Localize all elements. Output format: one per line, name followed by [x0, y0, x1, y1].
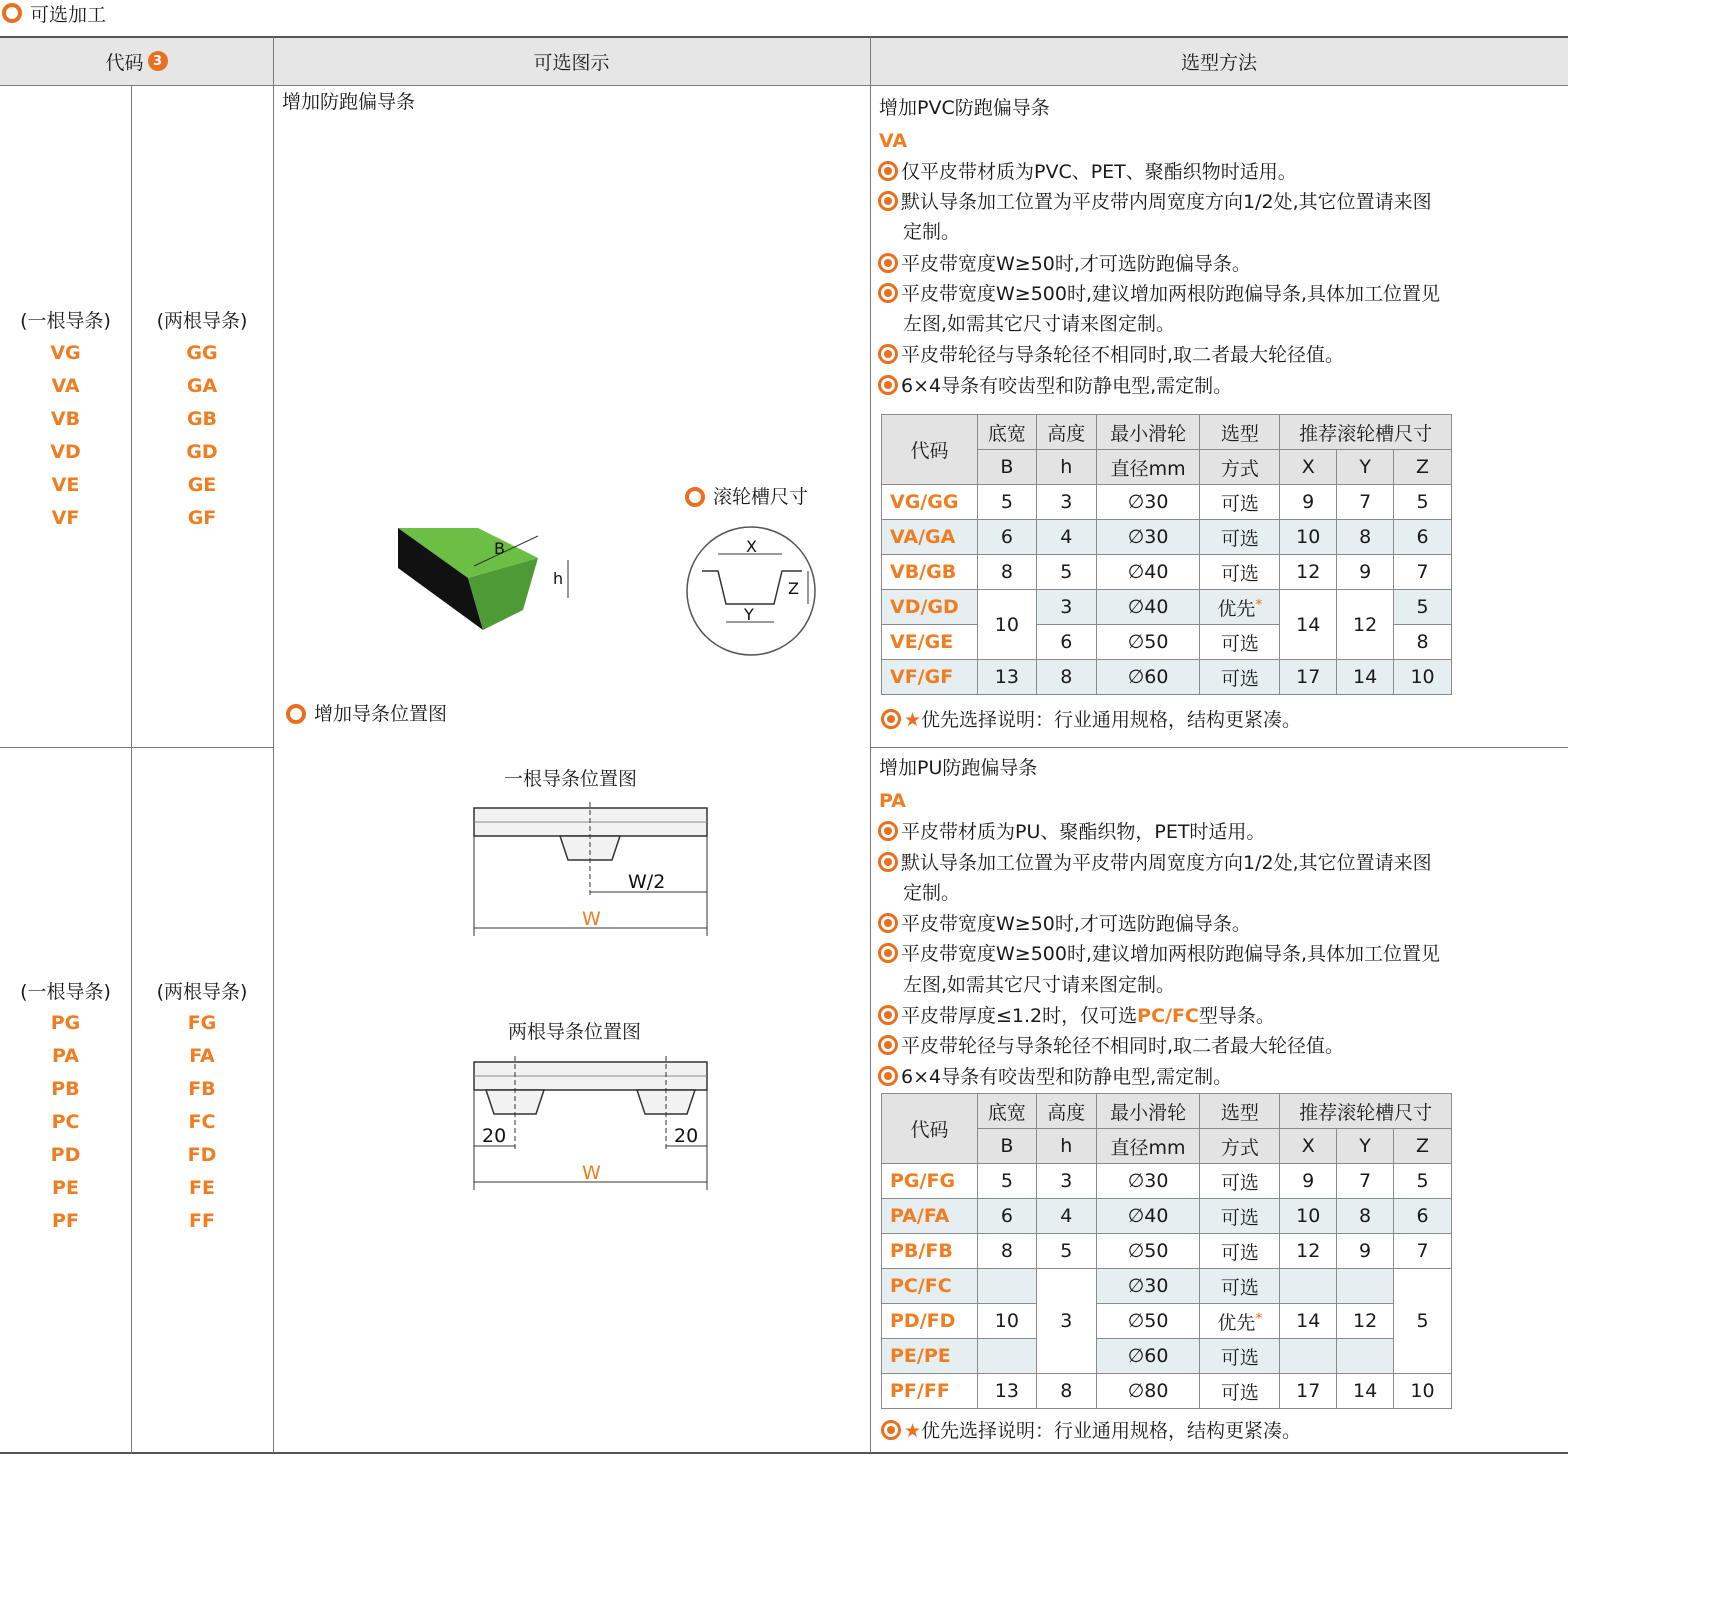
header-code: 代码 3 [0, 37, 273, 85]
th-s-sub: 方式 [1200, 450, 1280, 485]
th-y: Y [1337, 450, 1394, 485]
lower-bullet: 平皮带宽度W≥500时,建议增加两根防跑偏导条,具体加工位置见 [878, 939, 1440, 969]
table-row: PD/FD 10 ∅50 优先* 14 12 [882, 1304, 1452, 1339]
th-s: 选型 [1200, 1094, 1280, 1129]
dim-z-label: Z [788, 579, 799, 598]
lower-note: ★优先选择说明：行业通用规格，结构更紧凑。 [881, 1416, 1301, 1446]
table-row: VE/GE 6 ∅50 可选 8 [882, 625, 1452, 660]
bottom-border [0, 1452, 1568, 1454]
th-h-sub: h [1036, 1129, 1096, 1164]
target-bullet-icon [878, 943, 898, 963]
table-row: PG/FG 5 3 ∅30 可选 9 7 5 [882, 1164, 1452, 1199]
star-icon: * [1255, 1310, 1263, 1327]
header-divider [0, 85, 1568, 86]
code-item: FB [188, 1078, 216, 1100]
dim-right-label: 20 [674, 1125, 699, 1147]
th-d: 最小滑轮 [1096, 415, 1200, 450]
th-d: 最小滑轮 [1096, 1094, 1200, 1129]
dim-b-label: B [494, 539, 505, 558]
th-b-sub: B [977, 450, 1036, 485]
th-d-sub: 直径mm [1096, 450, 1200, 485]
lower-bullet: 平皮带轮径与导条轮径不相同时,取二者最大轮径值。 [878, 1031, 1344, 1061]
groove-illustration [684, 524, 818, 658]
lower-bullet: 平皮带材质为PU、聚酯织物，PET时适用。 [878, 817, 1265, 847]
star-icon: ★ [904, 709, 922, 731]
th-b: 底宽 [977, 1094, 1036, 1129]
code-item: GG [186, 342, 218, 364]
upper-bullet-cont: 左图,如需其它尺寸请来图定制。 [903, 313, 1176, 335]
table-row: PE/PE ∅60 可选 [882, 1339, 1452, 1374]
upper-bullet: 平皮带轮径与导条轮径不相同时,取二者最大轮径值。 [878, 340, 1344, 370]
lower-one-codes [0, 1007, 131, 1238]
th-s-sub: 方式 [1200, 1129, 1280, 1164]
code-item: FA [189, 1045, 215, 1067]
code-item: FC [188, 1111, 216, 1133]
section-title: 可选加工 [2, 0, 106, 26]
code-col-divider [131, 85, 132, 1453]
th-d-sub: 直径mm [1096, 1129, 1200, 1164]
th-rec: 推荐滚轮槽尺寸 [1280, 415, 1452, 450]
target-bullet-icon [878, 283, 898, 303]
lower-bullet: 6×4导条有咬齿型和防静电型,需定制。 [878, 1062, 1232, 1092]
upper-bullet: 平皮带宽度W≥50时,才可选防跑偏导条。 [878, 249, 1251, 279]
header-method: 选型方法 [1180, 51, 1257, 74]
guide-strip-illustration [390, 520, 590, 640]
target-bullet-icon [878, 1066, 898, 1086]
code-item: PF [52, 1210, 79, 1232]
target-bullet-icon [878, 191, 898, 211]
badge-icon: 3 [148, 51, 168, 71]
th-y: Y [1337, 1129, 1394, 1164]
lower-bullet-cont: 定制。 [903, 882, 961, 904]
diag2-illustration [470, 1054, 715, 1194]
table-row: VD/GD 10 3 ∅40 优先* 14 12 5 [882, 590, 1452, 625]
th-code: 代码 [882, 415, 978, 485]
diagram-title: 增加防跑偏导条 [282, 91, 416, 113]
code-item: VE [51, 474, 80, 496]
lower-bullet: 默认导条加工位置为平皮带内周宽度方向1/2处,其它位置请来图 [878, 848, 1432, 878]
lower-bullet: 平皮带宽度W≥50时,才可选防跑偏导条。 [878, 909, 1251, 939]
th-h: 高度 [1036, 415, 1096, 450]
th-h: 高度 [1036, 1094, 1096, 1129]
lower-method-title: 增加PU防跑偏导条 [879, 757, 1038, 779]
target-bullet-icon [881, 1420, 901, 1440]
target-bullet-icon [878, 1035, 898, 1055]
target-bullet-icon [878, 821, 898, 841]
code-item: VF [51, 507, 80, 529]
header-diagram: 可选图示 [533, 51, 610, 74]
target-bullet-icon [878, 852, 898, 872]
table-row: VA/GA 6 4 ∅30 可选 10 8 6 [882, 520, 1452, 555]
upper-two-codes [131, 337, 273, 535]
table-row: PF/FF 13 8 ∅80 可选 17 14 10 [882, 1374, 1452, 1409]
dim-w-label: W [582, 1162, 601, 1184]
upper-bullet: 6×4导条有咬齿型和防静电型,需定制。 [878, 371, 1232, 401]
code-item: PB [51, 1078, 80, 1100]
th-h-sub: h [1036, 450, 1096, 485]
dim-y-label: Y [744, 605, 754, 624]
lower-bullet: 平皮带厚度≤1.2时，仅可选PC/FC型导条。 [878, 1001, 1275, 1031]
lower-spec-table [881, 1093, 1452, 1409]
code-item: PD [50, 1144, 81, 1166]
code-item: VA [51, 375, 80, 397]
top-border [0, 36, 1568, 38]
upper-note: ★优先选择说明：行业通用规格，结构更紧凑。 [881, 705, 1301, 735]
upper-bullet-cont: 定制。 [903, 221, 961, 243]
upper-one-codes [0, 337, 131, 535]
upper-bullet: 默认导条加工位置为平皮带内周宽度方向1/2处,其它位置请来图 [878, 187, 1432, 217]
method-col-divider [870, 37, 871, 1453]
table-row: VG/GG 5 3 ∅30 可选 9 7 5 [882, 485, 1452, 520]
table-row: PB/FB 8 5 ∅50 可选 12 9 7 [882, 1234, 1452, 1269]
code-item: GD [186, 441, 218, 463]
circle-bullet-icon [286, 704, 306, 724]
upper-two-label: (两根导条) [156, 310, 248, 332]
th-code: 代码 [882, 1094, 978, 1164]
target-bullet-icon [878, 913, 898, 933]
th-x: X [1280, 450, 1337, 485]
target-bullet-icon [881, 709, 901, 729]
code-item: FG [187, 1012, 217, 1034]
th-b-sub: B [977, 1129, 1036, 1164]
code-item: GA [186, 375, 218, 397]
th-z: Z [1394, 1129, 1452, 1164]
diag1-illustration [470, 800, 715, 940]
code-item: GE [187, 474, 217, 496]
th-z: Z [1394, 450, 1452, 485]
code-item: VB [50, 408, 81, 430]
th-s: 选型 [1200, 415, 1280, 450]
code-item: FE [189, 1177, 215, 1199]
lower-two-codes [131, 1007, 273, 1238]
target-bullet-icon [878, 1005, 898, 1025]
table-row: PC/FC 3 ∅30 可选 5 [882, 1269, 1452, 1304]
star-icon: ★ [904, 1420, 922, 1442]
th-x: X [1280, 1129, 1337, 1164]
code-item: GF [187, 507, 217, 529]
code-row-divider [0, 747, 273, 748]
upper-method-code: VA [879, 130, 908, 152]
lower-method-code: PA [879, 790, 906, 812]
lower-two-label: (两根导条) [156, 981, 248, 1003]
circle-bullet-icon [685, 487, 705, 507]
groove-title: 滚轮槽尺寸 [685, 482, 808, 512]
th-b: 底宽 [977, 415, 1036, 450]
target-bullet-icon [878, 161, 898, 181]
code-item: PC [51, 1111, 80, 1133]
th-rec: 推荐滚轮槽尺寸 [1280, 1094, 1452, 1129]
upper-bullet: 仅平皮带材质为PVC、PET、聚酯织物时适用。 [878, 157, 1297, 187]
lower-one-label: (一根导条) [20, 981, 111, 1003]
guide-strip [560, 836, 620, 860]
position-title: 增加导条位置图 [286, 699, 447, 729]
code-item: FD [187, 1144, 217, 1166]
upper-method-title: 增加PVC防跑偏导条 [879, 97, 1050, 119]
method-row-divider [870, 747, 1568, 748]
target-bullet-icon [878, 253, 898, 273]
target-bullet-icon [878, 375, 898, 395]
code-item: VG [50, 342, 81, 364]
upper-spec-table [881, 414, 1452, 695]
star-icon: * [1255, 596, 1263, 613]
code-item: VD [50, 441, 81, 463]
table-row: VB/GB 8 5 ∅40 可选 12 9 7 [882, 555, 1452, 590]
table-row: VF/GF 13 8 ∅60 可选 17 14 10 [882, 660, 1452, 695]
dim-left-label: 20 [482, 1125, 507, 1147]
code-item: PE [52, 1177, 79, 1199]
guide-strip-right [637, 1090, 695, 1114]
dim-h-label: h [553, 569, 564, 588]
code-item: FF [189, 1210, 215, 1232]
lower-bullet-cont: 左图,如需其它尺寸请来图定制。 [903, 974, 1176, 996]
dim-x-label: X [746, 537, 757, 556]
code-item: GB [186, 408, 218, 430]
diagram-col-divider [273, 37, 274, 1453]
code-item: PA [52, 1045, 79, 1067]
upper-one-label: (一根导条) [20, 310, 111, 332]
upper-bullet: 平皮带宽度W≥500时,建议增加两根防跑偏导条,具体加工位置见 [878, 279, 1440, 309]
diag1-title: 一根导条位置图 [504, 768, 638, 790]
guide-strip-left [486, 1090, 544, 1114]
dim-half-label: W/2 [628, 871, 666, 893]
circle-bullet-icon [2, 3, 22, 23]
table-row: PA/FA 6 4 ∅40 可选 10 8 6 [882, 1199, 1452, 1234]
diag2-title: 两根导条位置图 [508, 1021, 642, 1043]
code-item: PG [50, 1012, 81, 1034]
target-bullet-icon [878, 344, 898, 364]
dim-w-label: W [582, 908, 601, 930]
